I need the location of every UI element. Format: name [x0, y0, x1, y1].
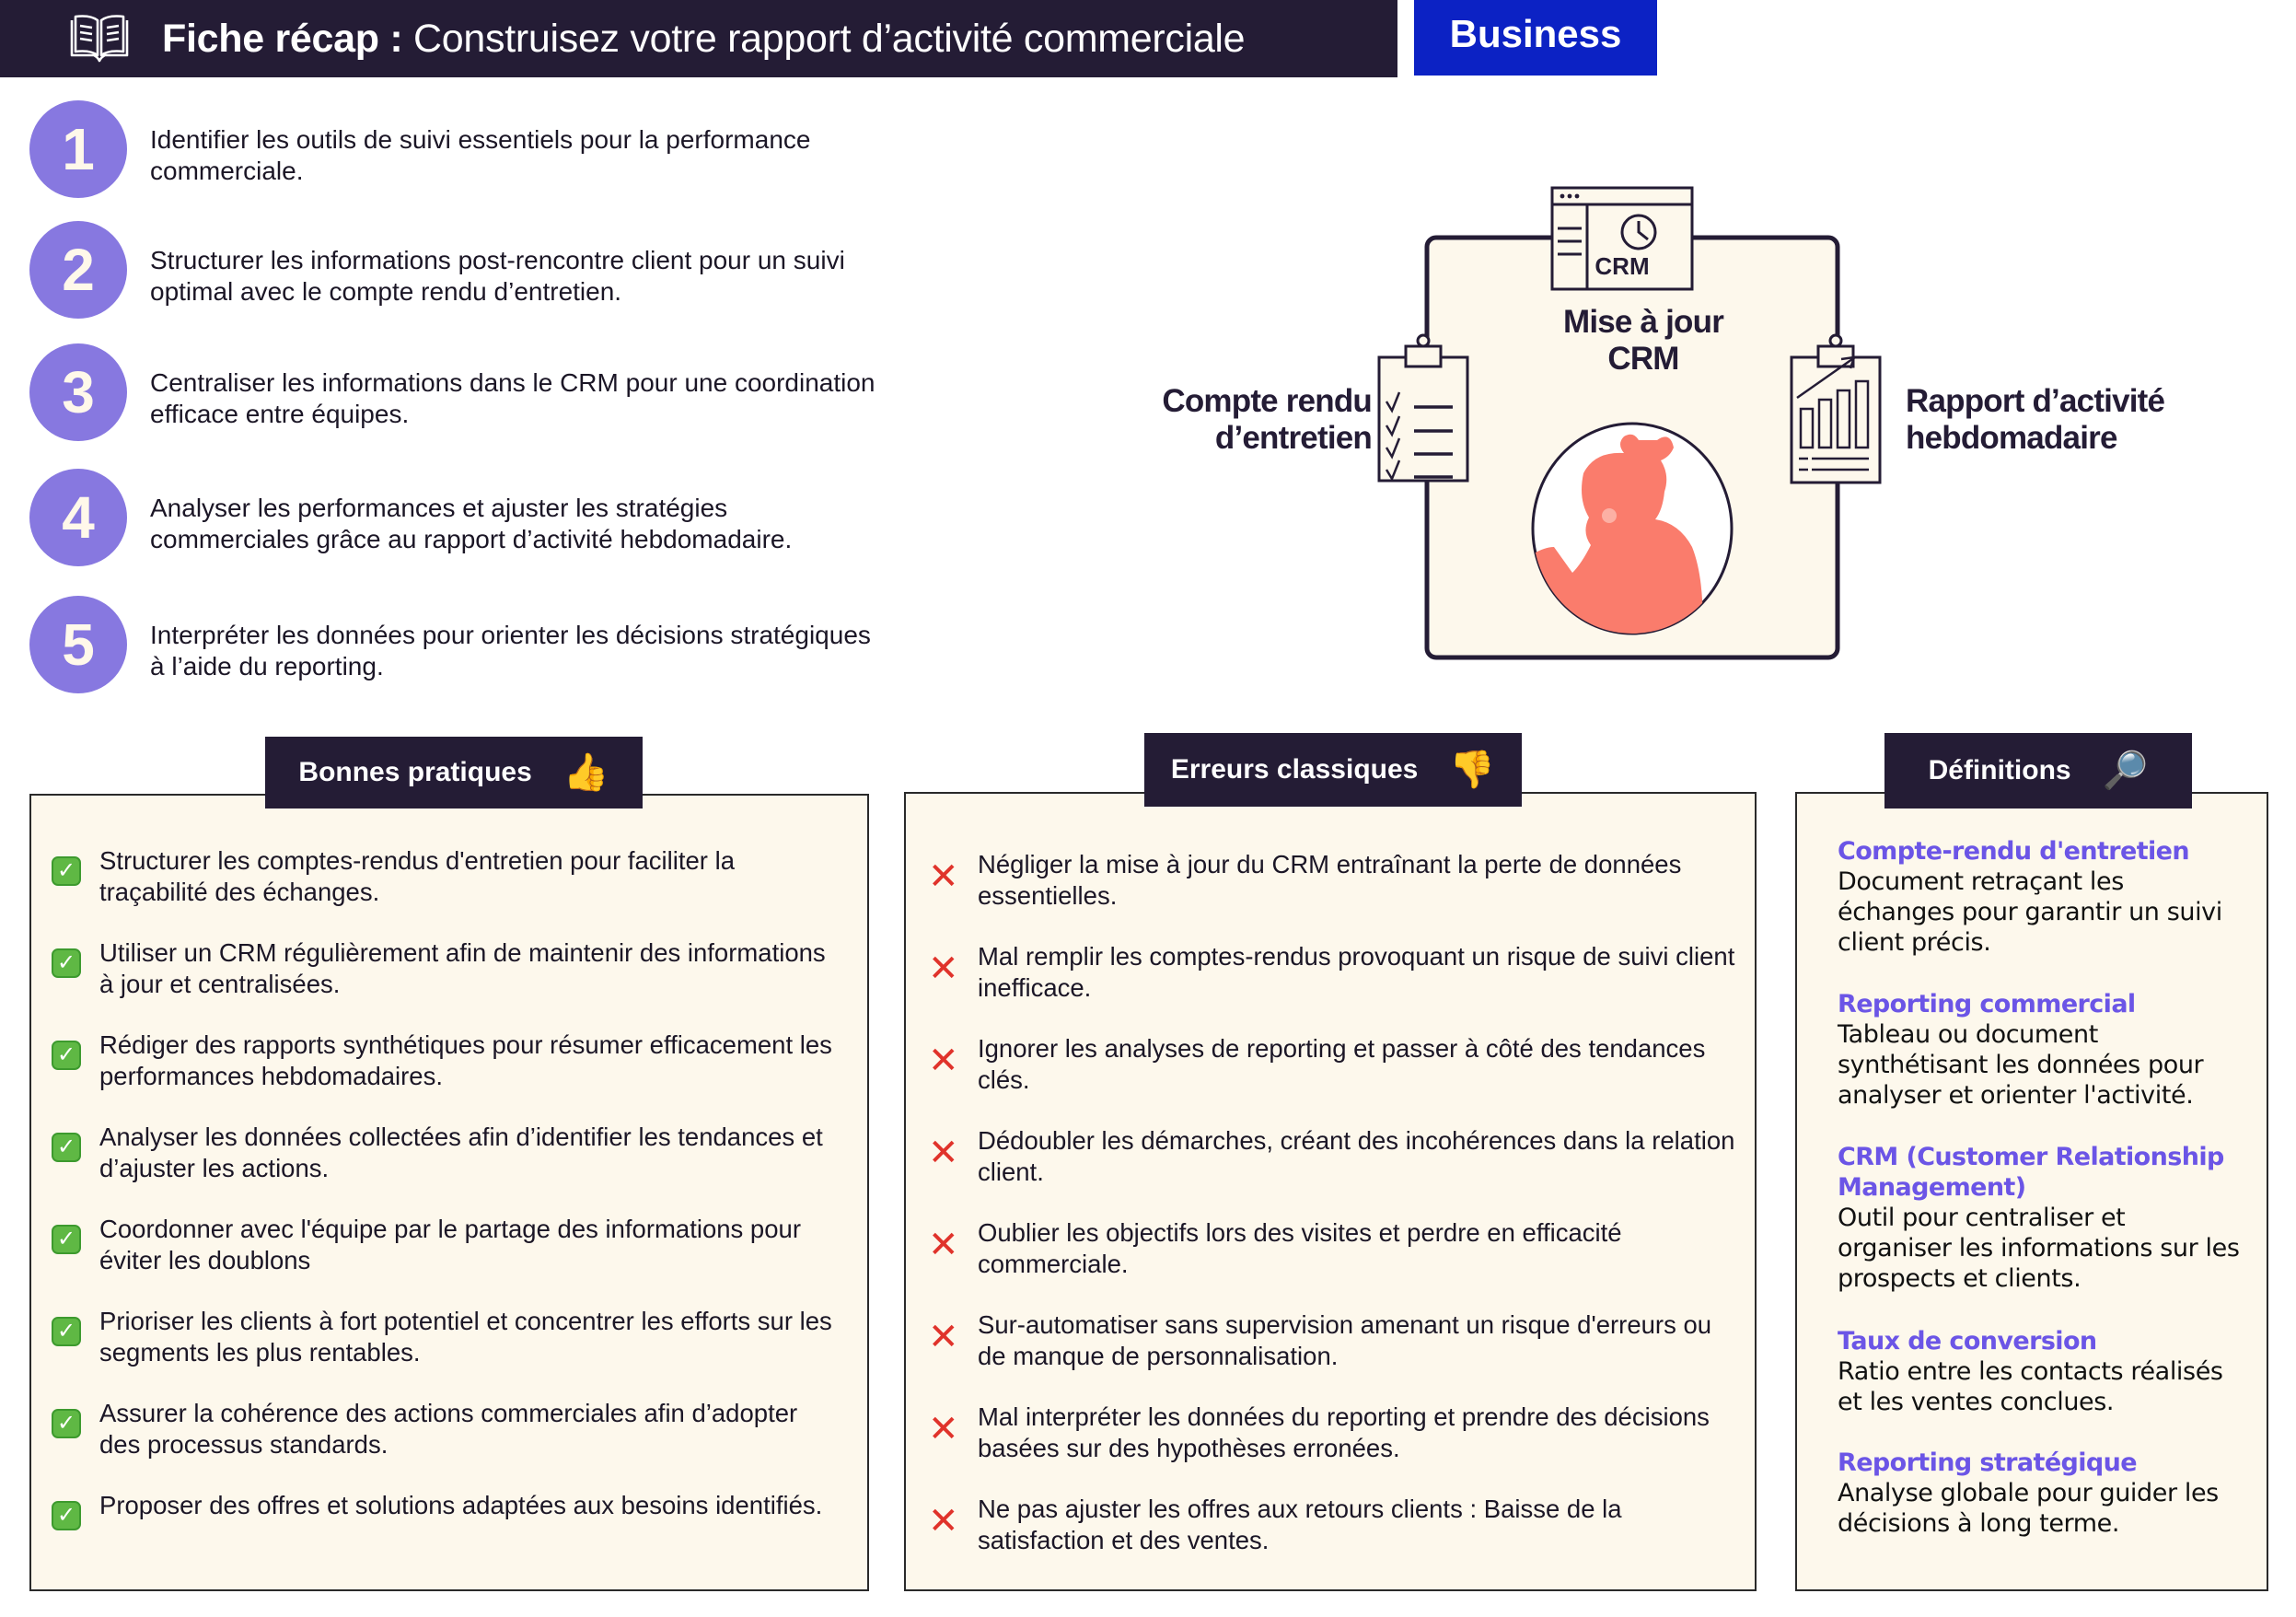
section-title: Erreurs classiques	[1170, 754, 1419, 785]
definition-description: Outil pour centraliser et organiser les informations sur les prospects et clients.	[1838, 1204, 2240, 1293]
definition-item	[1838, 1142, 2243, 1294]
thumbs-up-icon: 👍	[562, 752, 609, 793]
item-text: Structurer les comptes-rendus d'entretien pour faciliter la traçabilité des échanges.	[99, 846, 736, 906]
definition-term: Reporting stratégique	[1838, 1448, 2137, 1477]
item-text: Rédiger des rapports synthétiques pour résumer efficacement les performances hebdomadaires.	[99, 1030, 832, 1090]
cross-icon: ✕	[928, 948, 959, 989]
label-line: d’entretien	[1214, 420, 1372, 456]
step-number: 5	[29, 596, 127, 693]
definition-description: Analyse globale pour guider les décisions à long terme.	[1838, 1479, 2219, 1538]
step-text: Identifier les outils de suivi essentiels pour la performance commerciale.	[150, 125, 811, 185]
common-errors-panel	[904, 792, 1757, 1591]
step-text: Analyser les performances et ajuster les stratégies commerciales grâce au rapport d’activité hebdomadaire.	[150, 494, 793, 553]
label-line: Mise à jour	[1562, 304, 1724, 340]
cross-icon: ✕	[928, 1041, 959, 1081]
item-text: Négliger la mise à jour du CRM entraînant la perte de données essentielles.	[978, 850, 1682, 910]
crm-window-label: CRM	[1594, 252, 1650, 280]
cross-icon: ✕	[928, 1409, 959, 1449]
definition-item	[1838, 1326, 2243, 1417]
definition-term: Reporting commercial	[1838, 990, 2136, 1018]
item-text: Sur-automatiser sans supervision amenant un risque d'erreurs ou de manque de personnalisation.	[978, 1310, 1712, 1370]
diagram-label-crm-update	[1547, 304, 1740, 378]
item-text: Prioriser les clients à fort potentiel et concentrer les efforts sur les segments les plus rentables.	[99, 1307, 832, 1367]
step-1	[29, 100, 913, 198]
item-text: Mal remplir les comptes-rendus provoquant un risque de suivi client inefficace.	[978, 942, 1735, 1002]
label-line: Rapport d’activité	[1906, 383, 2165, 419]
check-icon: ✓	[52, 856, 81, 886]
step-number: 1	[29, 100, 127, 198]
item-text: Coordonner avec l'équipe par le partage des informations pour éviter les doublons	[99, 1215, 801, 1274]
definition-description: Tableau ou document synthétisant les données pour analyser et orienter l'activité.	[1838, 1020, 2204, 1110]
item-text: Oublier les objectifs lors des visites et perdre en efficacité commerciale.	[978, 1218, 1622, 1278]
check-icon: ✓	[52, 1133, 81, 1162]
item-text: Proposer des offres et solutions adaptées aux besoins identifiés.	[99, 1491, 823, 1519]
definition-term: Compte-rendu d'entretien	[1838, 837, 2190, 866]
item-text: Mal interpréter les données du reporting et prendre des décisions basées sur des hypothèses erronées.	[978, 1402, 1710, 1462]
cross-icon: ✕	[928, 1225, 959, 1265]
category-tag: Business	[1414, 0, 1657, 76]
crm-workflow-diagram	[1105, 166, 2209, 681]
item-text: Utiliser un CRM régulièrement afin de maintenir des informations à jour et centralisées.	[99, 938, 826, 998]
cross-icon: ✕	[928, 1133, 959, 1173]
step-text: Structurer les informations post-rencontre client pour un suivi optimal avec le compte rendu d’entretien.	[150, 246, 845, 306]
step-number: 2	[29, 221, 127, 319]
common-errors-header	[1144, 733, 1522, 807]
header-bar	[0, 0, 1397, 77]
definition-item	[1838, 836, 2243, 958]
definition-term: CRM (Customer Relationship Management)	[1838, 1143, 2224, 1202]
open-book-icon	[66, 13, 133, 64]
item-text: Analyser les données collectées afin d’identifier les tendances et d’ajuster les actions.	[99, 1123, 823, 1182]
section-title: Définitions	[1928, 755, 2071, 785]
step-2	[29, 221, 913, 319]
check-icon: ✓	[52, 1041, 81, 1070]
diagram-label-interview-report	[1123, 383, 1372, 457]
definition-description: Ratio entre les contacts réalisés et les ventes conclues.	[1838, 1357, 2223, 1416]
cross-icon: ✕	[928, 1501, 959, 1541]
label-line: CRM	[1607, 341, 1679, 377]
step-number: 3	[29, 343, 127, 441]
item-text: Ignorer les analyses de reporting et passer à côté des tendances clés.	[978, 1034, 1706, 1094]
section-title: Bonnes pratiques	[298, 757, 532, 787]
step-text: Interpréter les données pour orienter les décisions stratégiques à l’aide du reporting.	[150, 621, 871, 681]
label-line: hebdomadaire	[1906, 420, 2117, 456]
page-title-bold: Fiche récap :	[162, 17, 403, 61]
check-icon: ✓	[52, 1501, 81, 1530]
step-number: 4	[29, 469, 127, 566]
definitions-panel	[1795, 792, 2268, 1591]
page-title	[162, 0, 1245, 77]
item-text: Ne pas ajuster les offres aux retours clients : Baisse de la satisfaction et des ventes.	[978, 1495, 1622, 1554]
definition-item	[1838, 1448, 2243, 1539]
magnifier-icon: 🔎	[2102, 750, 2149, 791]
check-icon: ✓	[52, 1409, 81, 1438]
definition-item	[1838, 989, 2243, 1111]
check-icon: ✓	[52, 1317, 81, 1346]
definition-term: Taux de conversion	[1838, 1327, 2097, 1355]
good-practices-header	[265, 737, 643, 808]
cross-icon: ✕	[928, 856, 959, 897]
good-practices-panel	[29, 794, 869, 1591]
step-5	[29, 596, 913, 693]
step-text: Centraliser les informations dans le CRM pour une coordination efficace entre équipes.	[150, 368, 875, 428]
thumbs-down-icon: 👎	[1449, 750, 1496, 790]
page-title-rest: Construisez votre rapport d’activité commerciale	[402, 17, 1246, 61]
clipboard-checklist-icon	[1379, 335, 1467, 481]
definition-description: Document retraçant les échanges pour garantir un suivi client précis.	[1838, 867, 2222, 957]
check-icon: ✓	[52, 948, 81, 978]
diagram-label-weekly-report	[1906, 383, 2200, 457]
step-3	[29, 343, 913, 441]
cross-icon: ✕	[928, 1317, 959, 1357]
definitions-header	[1884, 733, 2192, 808]
check-icon: ✓	[52, 1225, 81, 1254]
item-text: Assurer la cohérence des actions commerciales afin d’adopter des processus standards.	[99, 1399, 798, 1459]
item-text: Dédoubler les démarches, créant des incohérences dans la relation client.	[978, 1126, 1735, 1186]
clipboard-chart-icon	[1792, 335, 1880, 483]
step-4	[29, 469, 913, 566]
label-line: Compte rendu	[1162, 383, 1372, 419]
